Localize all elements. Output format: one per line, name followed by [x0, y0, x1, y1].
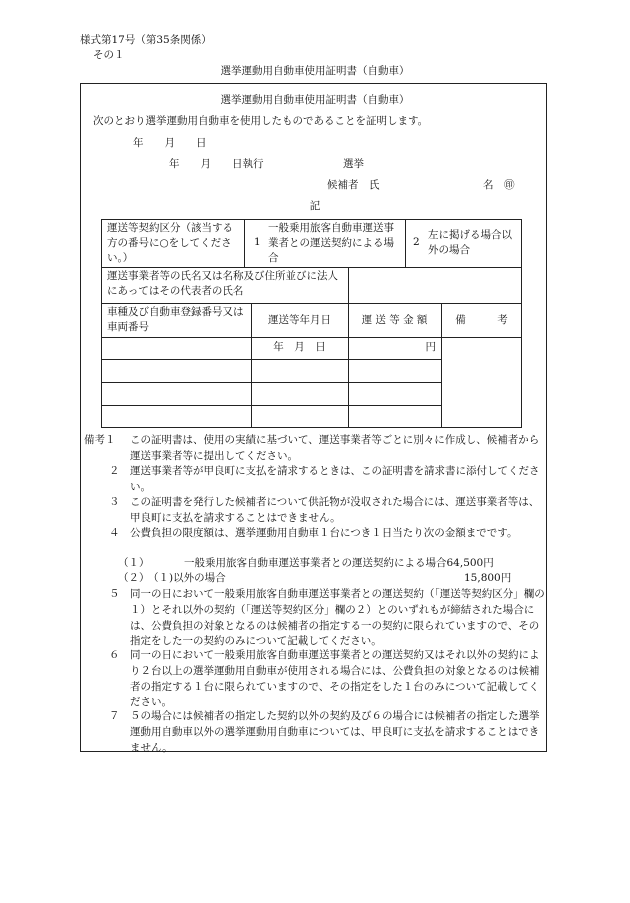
candidate-label: 候補者 氏	[327, 179, 380, 191]
option-2-text: 左に掲げる場合以外の場合	[428, 229, 512, 257]
certificate-title: 選挙運動用自動車使用証明書（自動車）	[220, 94, 410, 106]
note-5-number: ５	[109, 588, 120, 600]
note-6-number: ６	[109, 649, 120, 661]
option-2-number: 2	[413, 236, 420, 248]
note-2-number: ２	[109, 465, 120, 477]
note-6: 同一の日において一般乗用旅客自動車運送事業者との運送契約又はそれ以外の契約により２台以上の選挙運動用自動車が使用される場合には、公費負担の対象となるのは候補者の指定する１台に限られていますので、その指定をした１台のみについて記載してください。	[130, 649, 540, 709]
option-1-text: 一般乗用旅客自動車運送事業者との運送契約による場合	[268, 222, 394, 265]
note-4-2-text: （１)以外の場合	[148, 572, 226, 584]
amount-column-header: 運 送 等 金 額	[361, 314, 428, 326]
note-4-1-text: 一般乗用旅客自動車運送事業者との運送契約による場合64,500円	[184, 557, 494, 569]
election-label: 選挙	[343, 158, 364, 170]
note-4: 公費負担の限度額は、選挙運動用自動車１台につき１日当たり次の金額までです。	[130, 527, 518, 539]
certificate-intro: 次のとおり選挙運動用自動車を使用したものであることを証明します。	[93, 115, 429, 127]
note-4-2-label: （２）	[118, 572, 150, 584]
amount-unit: 円	[425, 341, 436, 353]
note-1: この証明書は、使用の実績に基づいて、運送事業者等ごとに別々に作成し、候補者から運送事業者等に提出してください。	[130, 434, 540, 462]
note-7: ５の場合には候補者の指定した契約以外の契約及び６の場合には候補者の指定した選挙運動用自動車以外の選挙運動用自動車については、甲良町に支払を請求することはできません。	[130, 710, 540, 754]
date-column-header: 運送等年月日	[268, 314, 331, 326]
ki-heading: 記	[309, 200, 321, 212]
note-4-2-amount: 15,800円	[464, 572, 512, 584]
note-4-1-label: （１）	[118, 557, 150, 569]
certification-date: 年 月 日	[133, 137, 207, 149]
note-7-number: ７	[109, 710, 120, 722]
note-3: この証明書を発行した候補者について供託物が没収された場合には、運送事業者等は、甲良町に支払を請求することはできません。	[130, 496, 540, 524]
name-seal: 名 ㊞	[483, 179, 515, 191]
note-3-number: ３	[109, 496, 120, 508]
note-5: 同一の日において一般乗用旅客自動車運送事業者との運送契約（「運送等契約区分」欄の１）とそれ以外の契約（「運送等契約区分」欄の２）とのいずれもが締結された場合には、公費負担の対象となるのは候補者の指定する一の契約に限られていますので、その指定をした一の契約のみについて記載してください。	[130, 588, 545, 648]
usage-table	[101, 219, 522, 427]
contract-type-label: 運送等契約区分（該当する方の番号に○をしてください。）	[107, 222, 233, 265]
form-number: 様式第17号（第35条関係）	[80, 34, 212, 46]
remarks-column-header: 備 考	[455, 314, 508, 326]
document-title: 選挙運動用自動車使用証明書（自動車）	[220, 65, 410, 77]
date-unit: 年 月 日	[273, 341, 326, 353]
note-4-number: ４	[109, 527, 120, 539]
vehicle-column-header: 車種及び自動車登録番号又は車両番号	[107, 306, 244, 334]
note-2: 運送事業者等が甲良町に支払を請求するときは、この証明書を請求書に添付してください。	[130, 465, 540, 493]
option-1-number: 1	[254, 236, 261, 248]
form-part: その１	[93, 49, 125, 61]
notes-label: 備考１	[84, 434, 116, 446]
operator-label: 運送事業者等の氏名又は名称及び住所並びに法人にあってはその代表者の氏名	[107, 270, 338, 298]
election-date: 年 月 日執行	[169, 158, 264, 170]
